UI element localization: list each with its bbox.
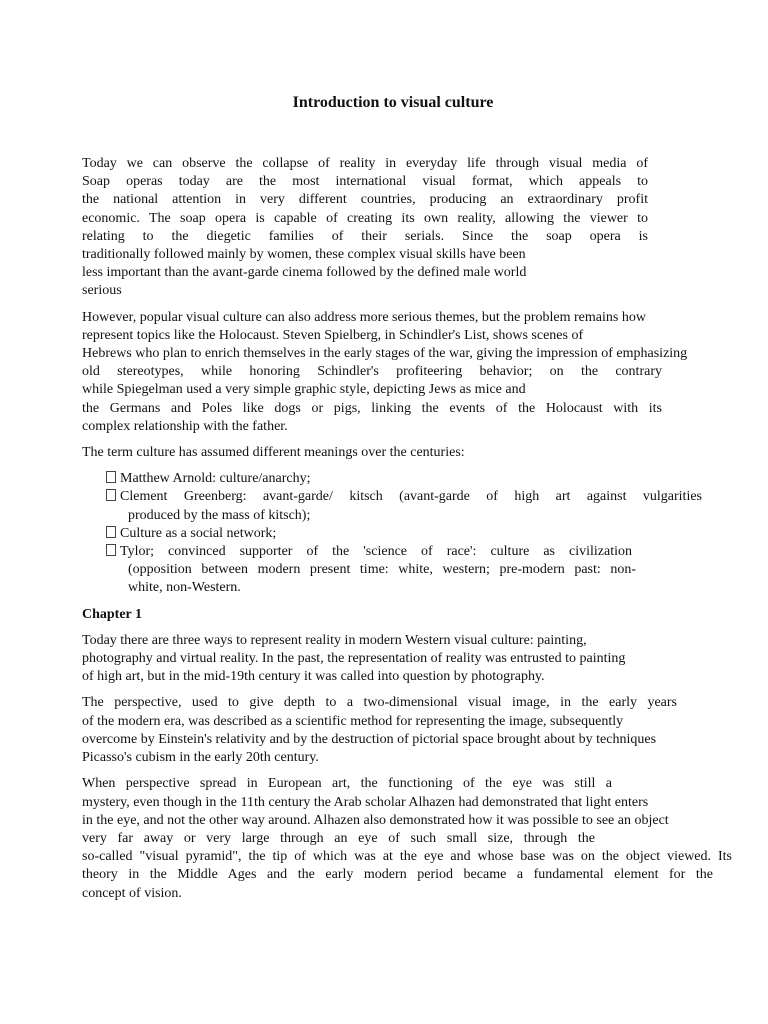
list-item bbox=[82, 525, 748, 543]
text-line: so-called "visual pyramid", the tip of which was at the eye and whose base was on the object viewed. Its bbox=[82, 849, 732, 865]
text-line: However, popular visual culture can also address more serious themes, but the problem remains how bbox=[82, 309, 646, 325]
paragraph-alhazen bbox=[82, 775, 748, 902]
text-line: Today we can observe the collapse of reality in everyday life through visual media of bbox=[82, 156, 648, 171]
text-line: photography and virtual reality. In the past, the representation of reality was entrusted to painting bbox=[82, 651, 626, 667]
text-line: Clement Greenberg: avant-garde/ kitsch (avant-garde of high art against vulgarities bbox=[120, 489, 702, 505]
checkbox-bullet-icon bbox=[106, 489, 116, 501]
list-item bbox=[82, 543, 748, 598]
text-line: while Spiegelman used a very simple graphic style, depicting Jews as mice and bbox=[82, 382, 526, 398]
text-line: the national attention in very different countries, producing an extraordinary profit bbox=[82, 192, 648, 208]
text-line: The perspective, used to give depth to a two-dimensional visual image, in the early years bbox=[82, 695, 677, 711]
paragraph-three-ways bbox=[82, 632, 748, 687]
text-line: of the modern era, was described as a scientific method for representing the image, subsequently bbox=[82, 713, 624, 729]
text-line: serious bbox=[82, 283, 122, 299]
text-line: overcome by Einstein's relativity and by the destruction of pictorial space brought about by techniques bbox=[82, 731, 657, 747]
text-line: relating to the diegetic families of their serials. Since the soap opera is bbox=[82, 228, 648, 244]
checkbox-bullet-icon bbox=[106, 471, 116, 483]
text-line: in the eye, and not the other way around. Alhazen also demonstrated how it was possible to see an object bbox=[82, 812, 669, 828]
text-line: economic. The soap opera is capable of creating its own reality, allowing the viewer to bbox=[82, 210, 648, 226]
text-line: complex relationship with the father. bbox=[82, 418, 288, 434]
text-line: produced by the mass of kitsch); bbox=[128, 507, 311, 523]
text-line: less important than the avant-garde cinema followed by the defined male world bbox=[82, 265, 527, 281]
text-line: Culture as a social network; bbox=[120, 525, 277, 541]
text-line: theory in the Middle Ages and the early modern period became a fundamental element for the bbox=[82, 867, 713, 883]
text-line: of high art, but in the mid-19th century it was called into question by photography. bbox=[82, 669, 545, 685]
text-line: Picasso's cubism in the early 20th century. bbox=[82, 750, 319, 766]
text-line: Hebrews who plan to enrich themselves in the early stages of the war, giving the impression of emphasizing bbox=[82, 346, 688, 362]
text-line: represent topics like the Holocaust. Steven Spielberg, in Schindler's List, shows scenes of bbox=[82, 327, 584, 343]
text-line: Today there are three ways to represent reality in modern Western visual culture: painting, bbox=[82, 632, 587, 648]
checkbox-bullet-icon bbox=[106, 526, 116, 538]
paragraph-perspective bbox=[82, 694, 748, 767]
paragraph-culture-meanings: The term culture has assumed different meanings over the centuries: bbox=[82, 445, 465, 461]
document-title: Introduction to visual culture bbox=[292, 94, 494, 111]
text-line: Tylor; convinced supporter of the 'science of race': culture as civilization bbox=[120, 544, 632, 560]
text-line: Matthew Arnold: culture/anarchy; bbox=[120, 471, 311, 487]
text-line: When perspective spread in European art, the functioning of the eye was still a bbox=[82, 776, 612, 792]
text-line: Soap operas today are the most international visual format, which appeals to bbox=[82, 174, 648, 190]
list-item bbox=[82, 470, 748, 488]
chapter-heading: Chapter 1 bbox=[82, 606, 143, 622]
text-line: white, non-Western. bbox=[128, 580, 241, 596]
paragraph-holocaust bbox=[82, 309, 748, 436]
text-line: (opposition between modern present time: white, western; pre-modern past: non- bbox=[128, 562, 636, 578]
text-line: mystery, even though in the 11th century the Arab scholar Alhazen had demonstrated that light enters bbox=[82, 794, 649, 810]
checkbox-bullet-icon bbox=[106, 544, 116, 556]
list-item bbox=[82, 488, 748, 524]
text-line: the Germans and Poles like dogs or pigs, linking the events of the Holocaust with its bbox=[82, 400, 662, 416]
text-line: old stereotypes, while honoring Schindler's profiteering behavior; on the contrary bbox=[82, 364, 662, 380]
text-line: traditionally followed mainly by women, these complex visual skills have been bbox=[82, 247, 526, 263]
text-line: very far away or very large through an eye of such small size, through the bbox=[82, 830, 595, 846]
text-line: concept of vision. bbox=[82, 885, 182, 901]
paragraph-soap-operas bbox=[82, 155, 748, 301]
culture-meanings-list bbox=[82, 470, 748, 597]
